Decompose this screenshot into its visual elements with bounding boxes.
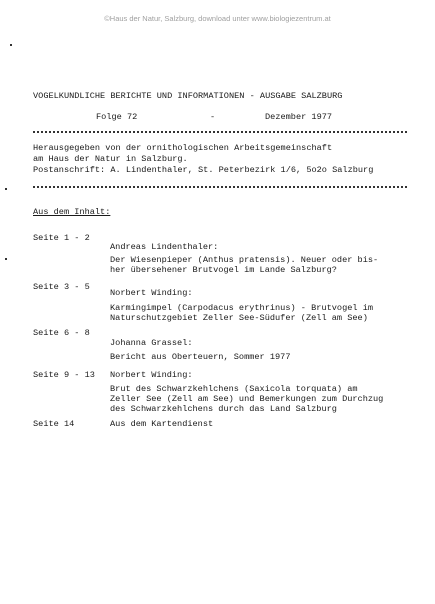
entry-title-line: des Schwarzkehlchens durch das Land Salzburg [110, 404, 337, 414]
entry-title-line: Zeller See (Zell am See) und Bemerkungen zum Durchzug [110, 394, 384, 404]
issue-dash: - [210, 112, 216, 122]
separator-rule [33, 186, 407, 188]
postal-address: Postanschrift: A. Lindenthaler, St. Peterbezirk 1/6, 5o2o Salzburg [33, 165, 374, 175]
entry-pages: Seite 1 - 2 [33, 233, 90, 243]
entry-pages: Seite 9 - 13 [33, 370, 95, 380]
separator-rule [33, 131, 407, 133]
scan-speck [5, 188, 7, 190]
entry-title-line: Karmingimpel (Carpodacus erythrinus) - Brutvogel im [110, 303, 374, 313]
publisher-line: Herausgegeben von der ornithologischen Arbeitsgemeinschaft [33, 143, 333, 153]
entry-author: Andreas Lindenthaler: [110, 242, 219, 252]
issue-number: Folge 72 [96, 112, 138, 122]
entry-title-line: Der Wiesenpieper (Anthus pratensis). Neuer oder bis- [110, 255, 379, 265]
scan-speck [10, 44, 12, 46]
entry-pages: Seite 6 - 8 [33, 328, 90, 338]
entry-author: Norbert Winding: [110, 370, 193, 380]
entry-author: Johanna Grassel: [110, 338, 193, 348]
entry-title-line: Bericht aus Oberteuern, Sommer 1977 [110, 352, 291, 362]
entry-title-line: her übersehener Brutvogel im Lande Salzburg? [110, 265, 337, 275]
publisher-line: am Haus der Natur in Salzburg. [33, 154, 188, 164]
watermark: ©Haus der Natur, Salzburg, download unter www.biologiezentrum.at [104, 14, 331, 23]
entry-pages: Seite 14 [33, 419, 75, 429]
publication-title: VOGELKUNDLICHE BERICHTE UND INFORMATIONEN - AUSGABE SALZBURG [33, 91, 343, 101]
contents-heading: Aus dem Inhalt: [33, 207, 111, 217]
entry-pages: Seite 3 - 5 [33, 282, 90, 292]
scan-speck [5, 258, 7, 260]
entry-title-line: Aus dem Kartendienst [110, 419, 214, 429]
entry-author: Norbert Winding: [110, 288, 193, 298]
issue-date: Dezember 1977 [265, 112, 333, 122]
entry-title-line: Naturschutzgebiet Zeller See-Südufer (Zell am See) [110, 313, 368, 323]
entry-title-line: Brut des Schwarzkehlchens (Saxicola torquata) am [110, 384, 358, 394]
